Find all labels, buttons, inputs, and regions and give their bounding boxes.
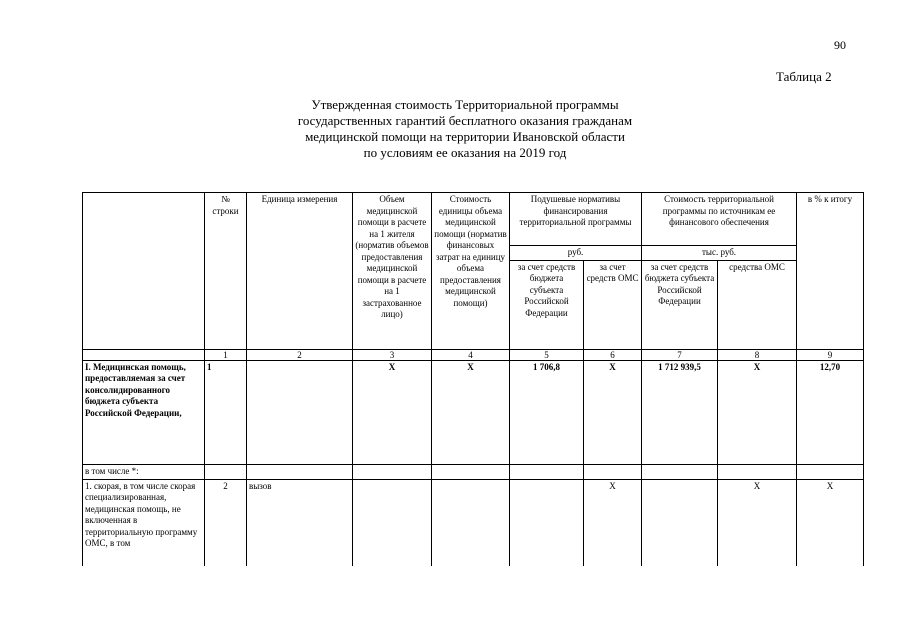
row-volume: X — [353, 360, 432, 464]
header-per-capita: Подушевые нормативы финансирования территориальной программы — [510, 193, 642, 246]
header-unit: Единица измерения — [247, 193, 353, 350]
row-percent: 12,70 — [797, 360, 864, 464]
row-prog-oms: X — [718, 360, 797, 464]
row-prog-budget: 1 712 939,5 — [642, 360, 718, 464]
header-pc-budget: за счет средств бюджета субъекта Российской Федерации — [510, 260, 584, 349]
header-name-empty — [83, 193, 205, 350]
row-unit — [247, 360, 353, 464]
title-line: государственных гарантий бесплатного оказания гражданам — [297, 113, 633, 128]
row-percent: X — [797, 479, 864, 566]
row-name: I. Медицинская помощь, предоставляемая за счет консолидированного бюджета субъекта Российской Федерации, — [83, 360, 205, 464]
column-number: 9 — [797, 349, 864, 360]
row-name: 1. скорая, в том числе скорая специализированная, медицинская помощь, не включенная в территориальную программу ОМС, в том — [83, 479, 205, 566]
column-number: 1 — [205, 349, 247, 360]
row-cost: X — [432, 360, 510, 464]
header-program-cost: Стоимость территориальной программы по источникам ее финансового обеспечения — [642, 193, 797, 246]
subheading-row — [83, 464, 864, 479]
document-title — [230, 97, 700, 161]
row-number: 1 — [205, 360, 247, 464]
column-number: 3 — [353, 349, 432, 360]
title-line: Утвержденная стоимость Территориальной программы — [311, 97, 619, 112]
column-number: 2 — [247, 349, 353, 360]
header-thous-rub: тыс. руб. — [642, 246, 797, 261]
header-pc-oms: за счет средств ОМС — [584, 260, 642, 349]
column-number-empty — [83, 349, 205, 360]
title-line: медицинской помощи на территории Ивановской области — [305, 129, 625, 144]
header-percent: в % к итогу — [797, 193, 864, 350]
column-number: 7 — [642, 349, 718, 360]
header-volume: Объем медицинской помощи в расчете на 1 жителя (норматив объемов предоставления медицинской помощи в расчете на 1 застрахованное лицо) — [353, 193, 432, 350]
header-cost: Стоимость единицы объема медицинской помощи (норматив финансовых затрат на единицу объема предоставления медицинской помощи) — [432, 193, 510, 350]
column-number: 4 — [432, 349, 510, 360]
column-number: 6 — [584, 349, 642, 360]
cost-table — [82, 192, 864, 566]
row-pc-oms: X — [584, 360, 642, 464]
header-rub: руб. — [510, 246, 642, 261]
row-pc-oms: X — [584, 479, 642, 566]
row-number: 2 — [205, 479, 247, 566]
table-row — [83, 479, 864, 566]
row-prog-oms: X — [718, 479, 797, 566]
row-volume — [353, 479, 432, 566]
table-row — [83, 360, 864, 464]
header-row-number: № строки — [205, 193, 247, 350]
row-prog-budget — [642, 479, 718, 566]
header-prog-oms: средства ОМС — [718, 260, 797, 349]
table-label: Таблица 2 — [776, 69, 832, 84]
row-unit: вызов — [247, 479, 353, 566]
column-number: 8 — [718, 349, 797, 360]
column-number: 5 — [510, 349, 584, 360]
subheading: в том числе *: — [83, 464, 205, 479]
title-line: по условиям ее оказания на 2019 год — [363, 145, 567, 160]
header-prog-budget: за счет средств бюджета субъекта Российской Федерации — [642, 260, 718, 349]
row-cost — [432, 479, 510, 566]
page-number: 90 — [834, 38, 846, 52]
row-pc-budget: 1 706,8 — [510, 360, 584, 464]
row-pc-budget — [510, 479, 584, 566]
